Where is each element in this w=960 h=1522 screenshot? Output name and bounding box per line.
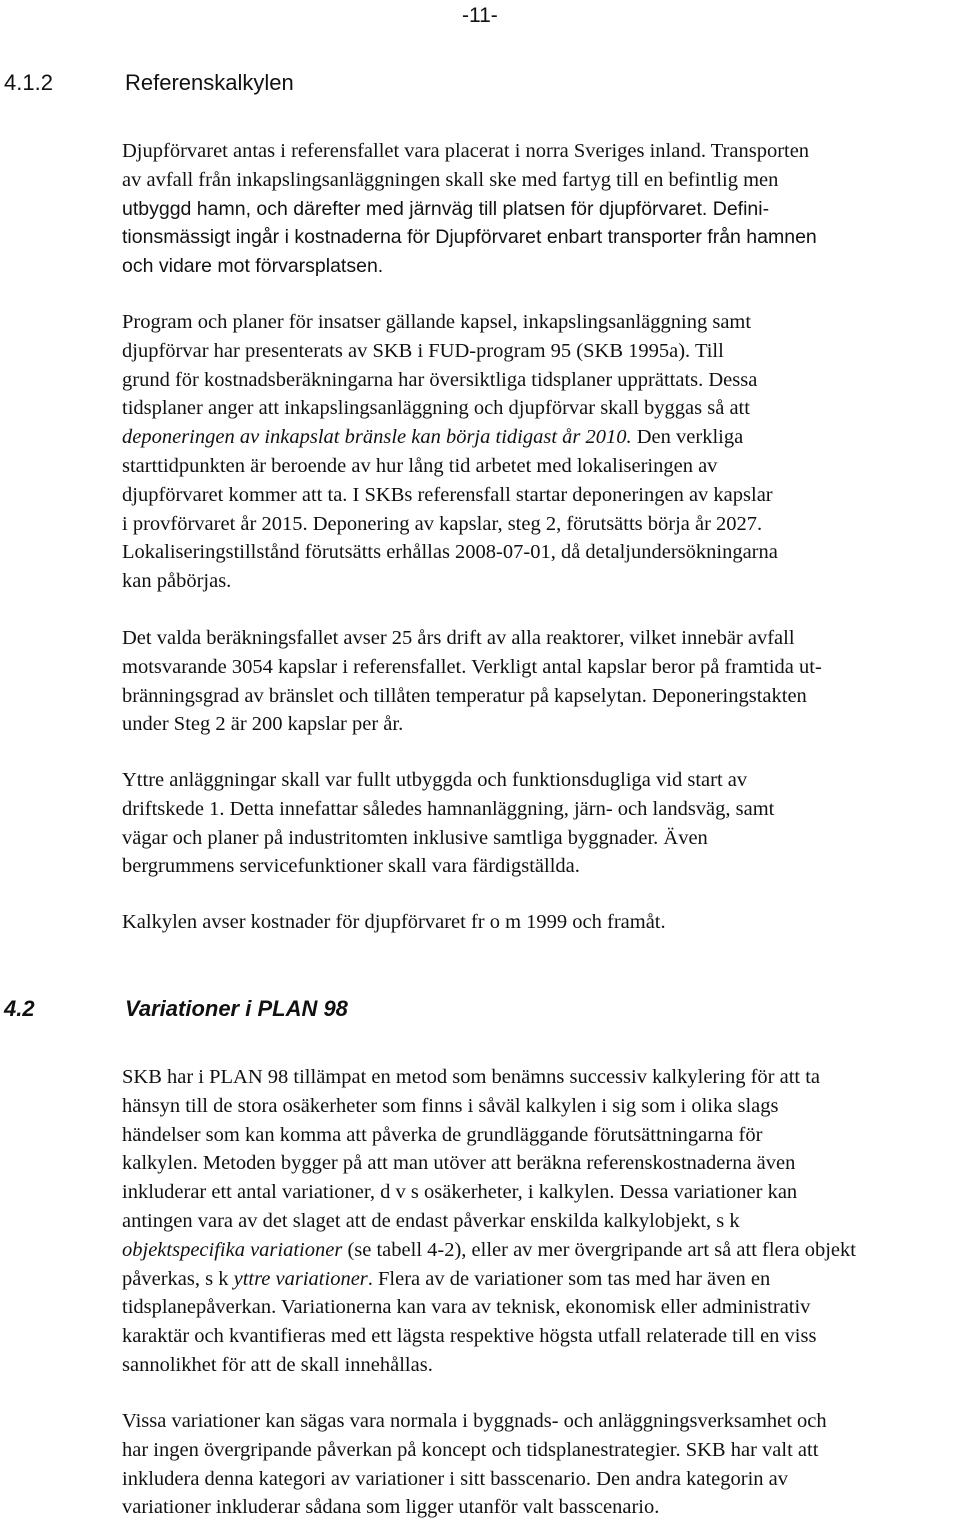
text-line: händelser som kan komma att påverka de grundläggande förutsättningarna för (122, 1123, 763, 1146)
paragraph-successive-calculation (122, 1063, 958, 1380)
page-number: -11- (462, 4, 498, 27)
text-line: Yttre anläggningar skall var fullt utbyggda och funktionsdugliga vid start av (122, 769, 748, 791)
text-line: Vissa variationer kan sägas vara normala i byggnads- och anläggningsverksamhet och (122, 1410, 827, 1432)
italic-text: deponeringen av inkapslat bränsle kan börja tidigast år 2010. (122, 426, 632, 449)
text-line: kalkylen. Metoden bygger på att man utöver att beräkna referenskostnaderna även (122, 1152, 796, 1175)
text-line: motsvarande 3054 kapslar i referensfallet. Verkligt antal kapslar beror på framtida ut- (122, 655, 822, 678)
text-line (122, 1265, 958, 1294)
text-line: sannolikhet för att de skall innehållas. (122, 1353, 433, 1376)
text-line: SKB har i PLAN 98 tillämpat en metod som benämns successiv kalkylering för att ta (122, 1066, 821, 1088)
paragraph-programs-and-schedules (122, 308, 958, 596)
text-line: karaktär och kvantifieras med ett lägsta respektive högsta utfall relaterade till en viss (122, 1325, 817, 1348)
text-line: hänsyn till de stora osäkerheter som finns i såväl kalkylen i sig som i olika slags (122, 1094, 779, 1117)
paragraph-reference-location (122, 137, 958, 281)
text-line: tidsplanepåverkan. Variationerna kan vara av teknisk, ekonomisk eller administrativ (122, 1296, 811, 1319)
italic-text: objektspecifika variationer (122, 1238, 343, 1261)
text-line: djupförvaret kommer att ta. I SKBs referensfall startar deponeringen av kapslar (122, 483, 773, 506)
text-line: inkluderar ett antal variationer, d v s osäkerheter, i kalkylen. Dessa variationer kan (122, 1181, 798, 1204)
text-line: bergrummens servicefunktioner skall vara färdigställda. (122, 855, 580, 878)
text-line: Det valda beräkningsfallet avser 25 års drift av alla reaktorer, vilket innebär avfall (122, 627, 795, 649)
text-line: Kalkylen avser kostnader för djupförvaret fr o m 1999 och framåt. (122, 911, 666, 933)
text-line: vägar och planer på industritomten inklusive samtliga byggnader. Även (122, 826, 708, 849)
text-line: och vidare mot förvarsplatsen. (122, 255, 384, 278)
text-line: bränningsgrad av bränslet och tillåten temperatur på kapselytan. Deponeringstakten (122, 684, 807, 707)
text-line: i provförvaret år 2015. Deponering av kapslar, steg 2, förutsätts börja år 2027. (122, 512, 763, 535)
text-line: tionsmässigt ingår i kostnaderna för Djupförvaret enbart transporter från hamnen (122, 226, 817, 249)
paragraph-normal-variations (122, 1407, 958, 1522)
paragraph-calculation-scope (122, 908, 958, 937)
text-fragment: påverkas, s k (122, 1267, 234, 1290)
section-title: Variationer i PLAN 98 (125, 996, 348, 1021)
text-line: variationer inkluderar sådana som ligger utanför valt basscenario. (122, 1496, 660, 1519)
text-line (122, 1236, 958, 1265)
text-line: inkludera denna kategori av variationer i sitt basscenario. Den andra kategorin av (122, 1467, 788, 1490)
text-fragment: . Flera av de variationer som tas med har även en (367, 1267, 771, 1290)
text-line: Program och planer för insatser gällande kapsel, inkapslingsanläggning samt (122, 311, 752, 333)
text-fragment: Den verkliga (631, 426, 744, 449)
text-line: under Steg 2 är 200 kapslar per år. (122, 713, 404, 736)
text-line: djupförvar har presenterats av SKB i FUD-program 95 (SKB 1995a). Till (122, 339, 724, 362)
section-number: 4.2 (4, 996, 35, 1021)
text-line: kan påbörjas. (122, 570, 232, 593)
section-title: Referenskalkylen (125, 70, 294, 95)
italic-text: yttre variationer (233, 1267, 368, 1290)
text-line: tidsplaner anger att inkapslingsanläggning och djupförvar skall byggas så att (122, 397, 750, 420)
text-line: antingen vara av det slaget att de endast påverkar enskilda kalkylobjekt, s k (122, 1209, 740, 1232)
text-line: utbyggd hamn, och därefter med järnväg till platsen för djupförvaret. Defini- (122, 197, 770, 220)
text-line: Djupförvaret antas i referensfallet vara placerat i norra Sveriges inland. Transporten (122, 140, 810, 162)
text-line: Lokaliseringstillstånd förutsätts erhållas 2008-07-01, då detaljundersökningarna (122, 541, 778, 564)
text-line: har ingen övergripande påverkan på koncept och tidsplanestrategier. SKB har valt att (122, 1438, 819, 1461)
text-line: driftskede 1. Detta innefattar således hamnanläggning, järn- och landsväg, samt (122, 797, 775, 820)
section-number: 4.1.2 (4, 70, 53, 95)
text-line (122, 423, 958, 452)
text-line: starttidpunkten är beroende av hur lång tid arbetet med lokaliseringen av (122, 454, 718, 477)
paragraph-external-facilities (122, 766, 958, 881)
text-line: grund för kostnadsberäkningarna har översiktliga tidsplaner upprättats. Dessa (122, 368, 758, 391)
paragraph-calculation-case (122, 624, 958, 739)
text-line: av avfall från inkapslingsanläggningen skall ske med fartyg till en befintlig men (122, 168, 779, 191)
text-fragment: (se tabell 4-2), eller av mer övergripande art så att flera objekt (342, 1238, 856, 1261)
